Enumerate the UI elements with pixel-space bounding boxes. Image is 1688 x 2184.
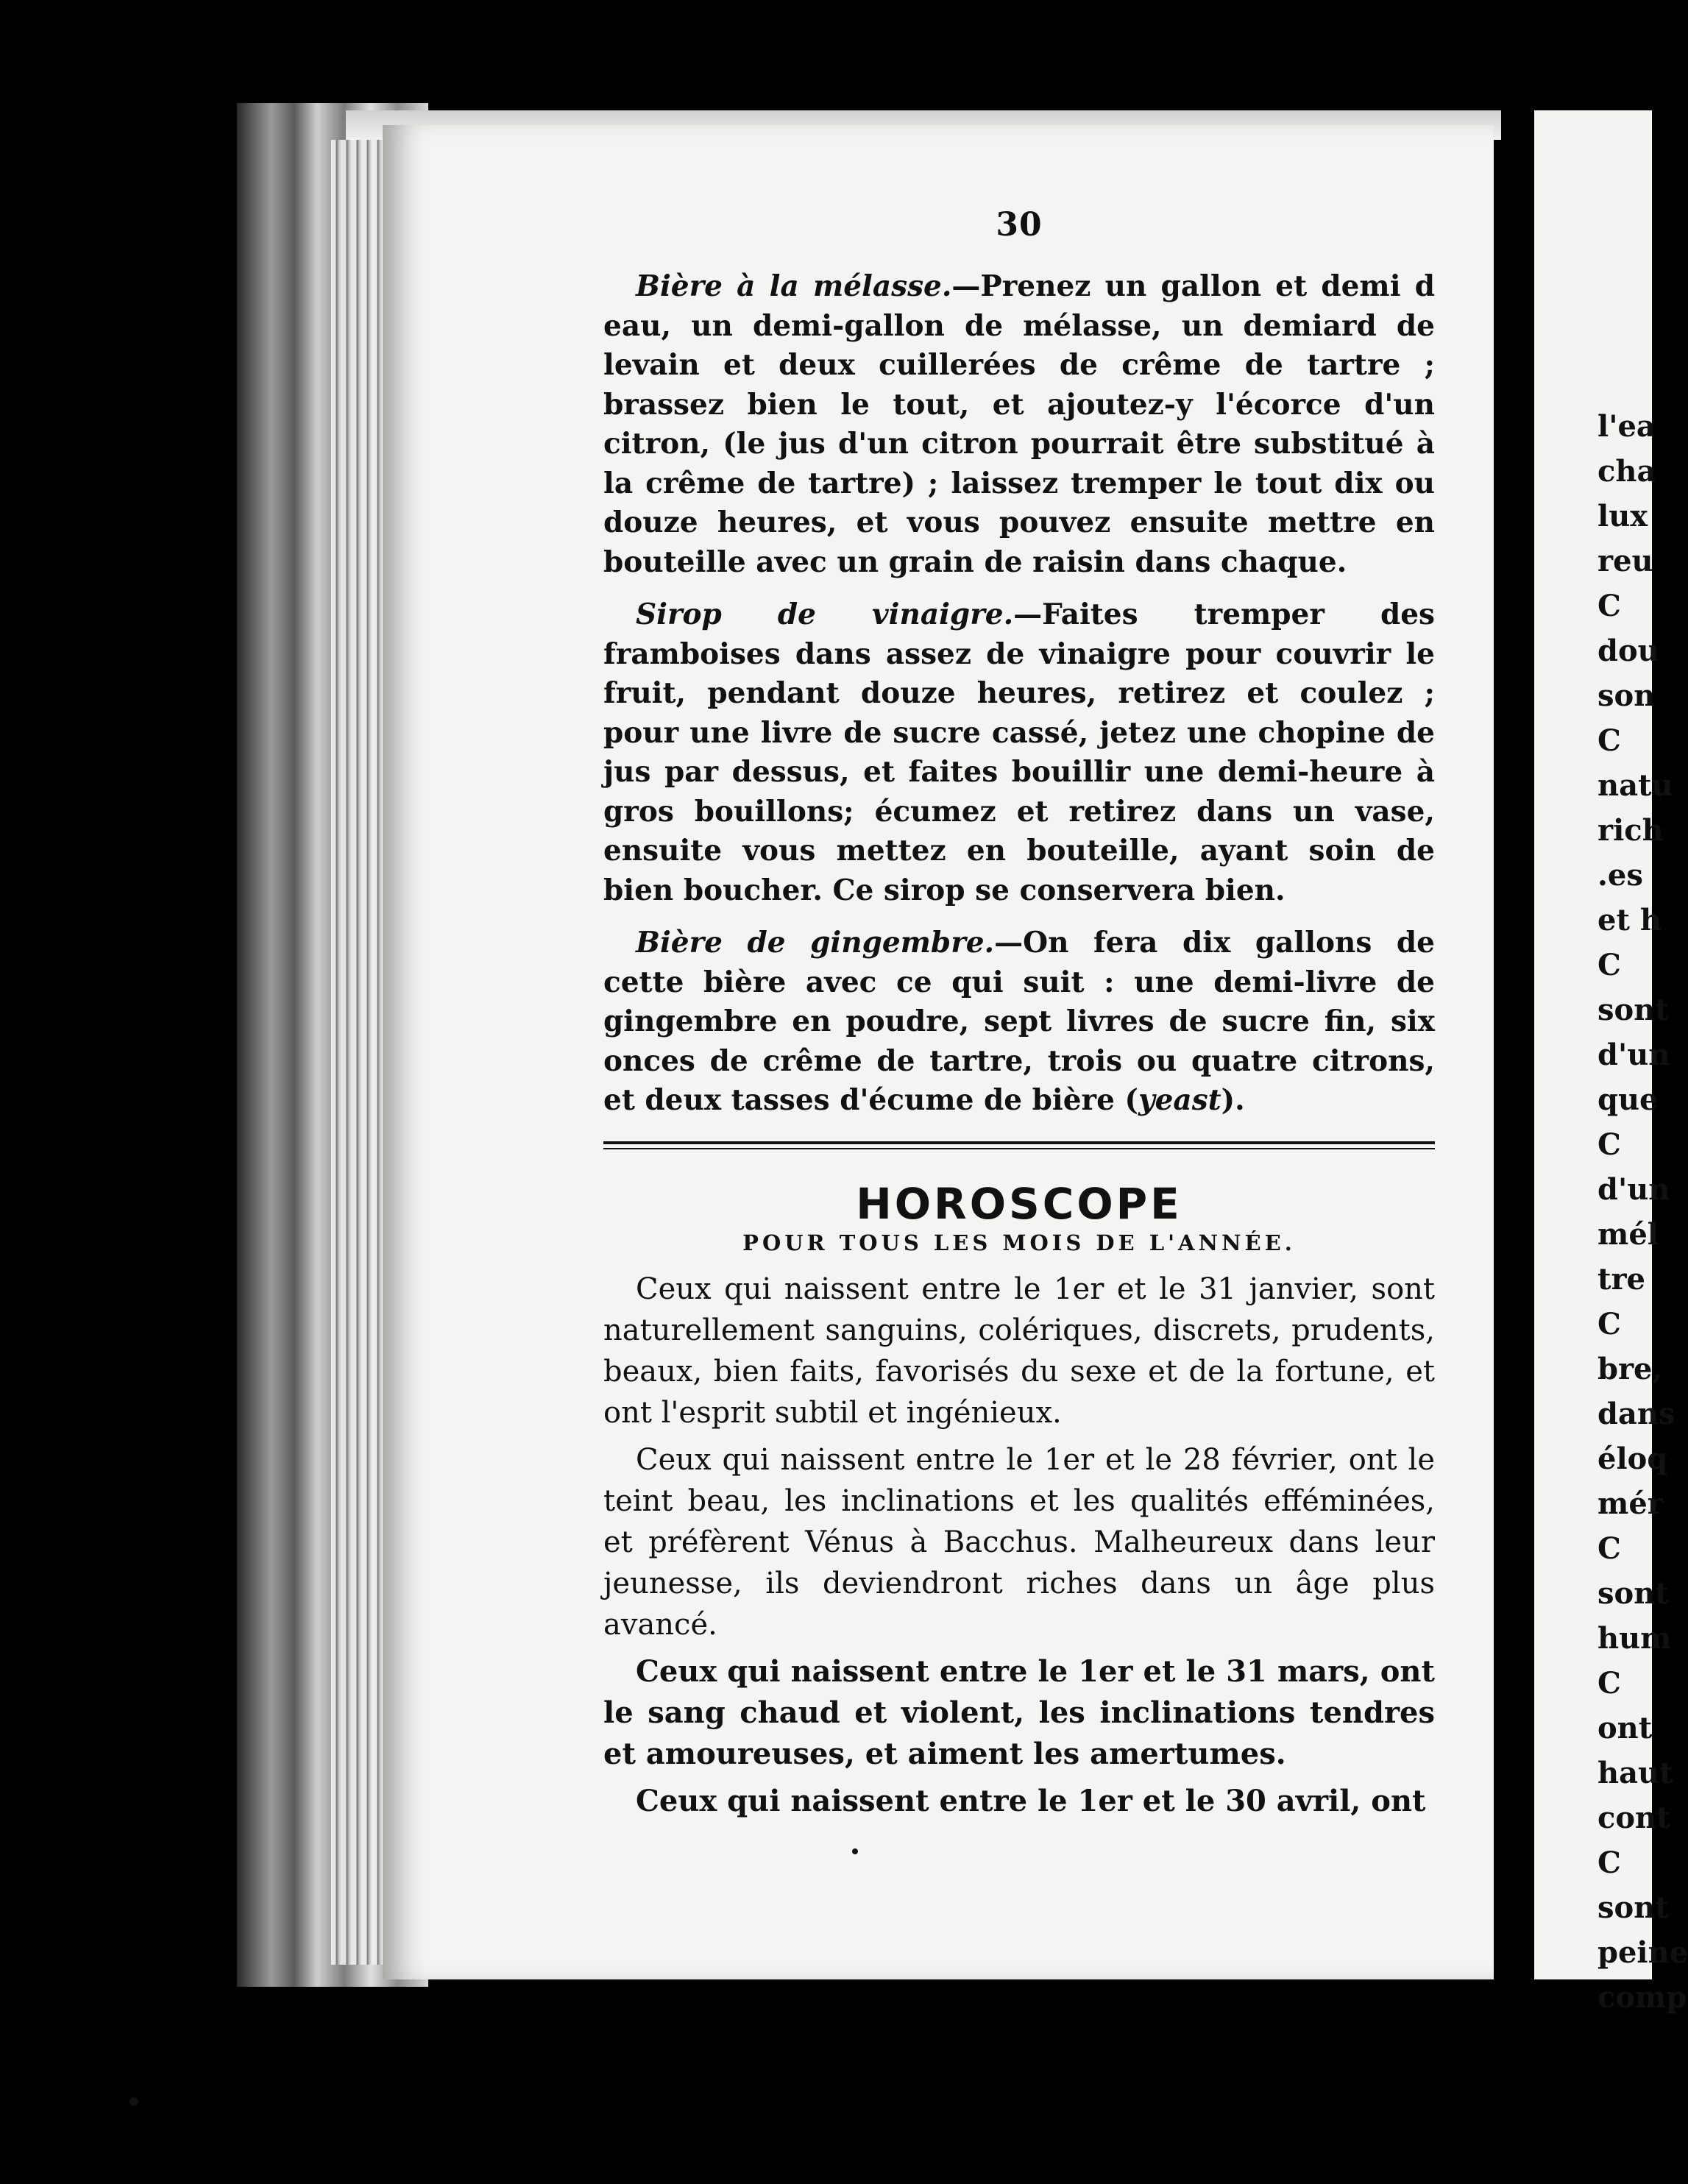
next-page-fragment: dou xyxy=(1597,634,1659,668)
next-page-fragment: C xyxy=(1597,723,1621,758)
recipe-title: Bière de gingembre. xyxy=(636,926,995,960)
next-page-fragment: sont xyxy=(1597,1890,1669,1925)
next-page-fragment: C xyxy=(1597,948,1621,982)
section-divider xyxy=(603,1141,1435,1149)
next-page-fragment: comp xyxy=(1597,1980,1687,2015)
next-page-fragment: que xyxy=(1597,1082,1659,1117)
page-number: 30 xyxy=(996,206,1043,244)
recipe-biere-gingembre xyxy=(603,923,1435,1121)
next-page-fragment: C xyxy=(1597,1531,1621,1566)
next-page-fragment: C xyxy=(1597,1127,1621,1162)
horoscope-paragraph: Ceux qui naissent entre le 1er et le 28 février, ont le teint beau, les inclinations et les qualités efféminées, et préfèrent Vénus à Bacchus. Malheureux dans leur jeunesse, ils deviendront riches dans un âge plus avancé. xyxy=(603,1442,1435,1642)
next-page-fragment: C xyxy=(1597,589,1621,623)
recipe-title: Sirop de vinaigre. xyxy=(636,598,1014,631)
next-page-fragment: bre, xyxy=(1597,1352,1663,1386)
next-page-fragment: l'ea xyxy=(1597,409,1656,444)
horoscope-paragraph: Ceux qui naissent entre le 1er et le 31 janvier, sont naturellement sanguins, colériques, discrets, prudents, beaux, bien faits, favorisés du sexe et de la fortune, et ont l'esprit subtil et ingénieux. xyxy=(603,1272,1435,1430)
next-page-edge xyxy=(1534,110,1688,2015)
section-title: HOROSCOPE xyxy=(856,1178,1182,1229)
horoscope-paragraph: Ceux qui naissent entre le 1er et le 30 avril, ont xyxy=(636,1783,1426,1818)
recipe-body-end: ). xyxy=(1221,1083,1245,1117)
recipe-sirop-vinaigre xyxy=(603,595,1435,910)
next-page-fragment: .es xyxy=(1597,858,1643,893)
next-page-fragment: d'un xyxy=(1597,1172,1670,1207)
next-page-fragment: mél xyxy=(1597,1217,1659,1252)
next-page-fragment: sont xyxy=(1597,1576,1669,1611)
next-page-fragment: d'un xyxy=(1597,1038,1670,1072)
next-page-fragment: dans xyxy=(1597,1397,1675,1431)
next-page-fragment: cont xyxy=(1597,1801,1670,1835)
next-page-fragment: tre xyxy=(1597,1262,1645,1297)
next-page-fragment: et h xyxy=(1597,903,1662,937)
recipe-body: —Prenez un gallon et demi d eau, un demi-gallon de mélasse, un demiard de levain et deux cuillerées de crême de tartre ; brassez bien le tout, et ajoutez-y l'écorce d'un citron, (le jus d'un citron pourrait être substitué à la crême de tartre) ; laissez tremper le tout dix ou douze heures, et vous pouvez ensuite mettre en bouteille avec un grain de raisin dans chaque. xyxy=(603,269,1435,579)
next-page-fragment: sont xyxy=(1597,993,1669,1027)
next-page-fragment: haut xyxy=(1597,1756,1673,1790)
page-text-block xyxy=(603,206,1435,1828)
recipe-body-italic: yeast xyxy=(1138,1083,1221,1117)
next-page-fragment: cha xyxy=(1597,454,1656,489)
next-page-fragment: ont xyxy=(1597,1711,1653,1745)
recipe-title: Bière à la mélasse. xyxy=(636,269,952,303)
next-page-fragment: C xyxy=(1597,1846,1621,1880)
next-page-fragment: natu xyxy=(1597,768,1673,803)
recipe-biere-melasse xyxy=(603,267,1435,582)
next-page-fragment: mér xyxy=(1597,1486,1663,1521)
recipe-body: —On fera dix gallons de cette bière avec ce qui suit : une demi-livre de gingembre en poudre, sept livres de sucre fin, six onces de crême de tartre, trois ou quatre citrons, et deux tasses d'écume de bière ( xyxy=(603,926,1435,1117)
next-page-fragment: hum xyxy=(1597,1621,1672,1656)
next-page-fragment: lux xyxy=(1597,499,1648,533)
next-page-fragment: peine xyxy=(1597,1935,1688,1970)
horoscope-paragraph: Ceux qui naissent entre le 1er et le 31 mars, ont le sang chaud et violent, les inclinations tendres et amoureuses, et aiment les amertumes. xyxy=(603,1653,1435,1771)
next-page-fragment: C xyxy=(1597,1666,1621,1701)
next-page-fragment: rich xyxy=(1597,813,1664,848)
section-subtitle: POUR TOUS LES MOIS DE L'ANNÉE. xyxy=(742,1230,1296,1255)
next-page-fragment: son xyxy=(1597,678,1656,713)
recipe-body: —Faites tremper des framboises dans assez de vinaigre pour couvrir le fruit, pendant douze heures, retirez et coulez ; pour une livre de sucre cassé, jetez une chopine de jus par dessus, et faites bouillir une demi-heure à gros bouillons; écumez et retirez dans un vase, ensuite vous mettez en bouteille, ayant soin de bien boucher. Ce sirop se conservera bien. xyxy=(603,598,1435,907)
next-page-fragment: C xyxy=(1597,1307,1621,1341)
ink-speck xyxy=(852,1848,858,1854)
next-page-fragment: reu xyxy=(1597,544,1653,578)
ink-speck xyxy=(130,2097,138,2106)
next-page-fragment: éloq xyxy=(1597,1442,1668,1476)
